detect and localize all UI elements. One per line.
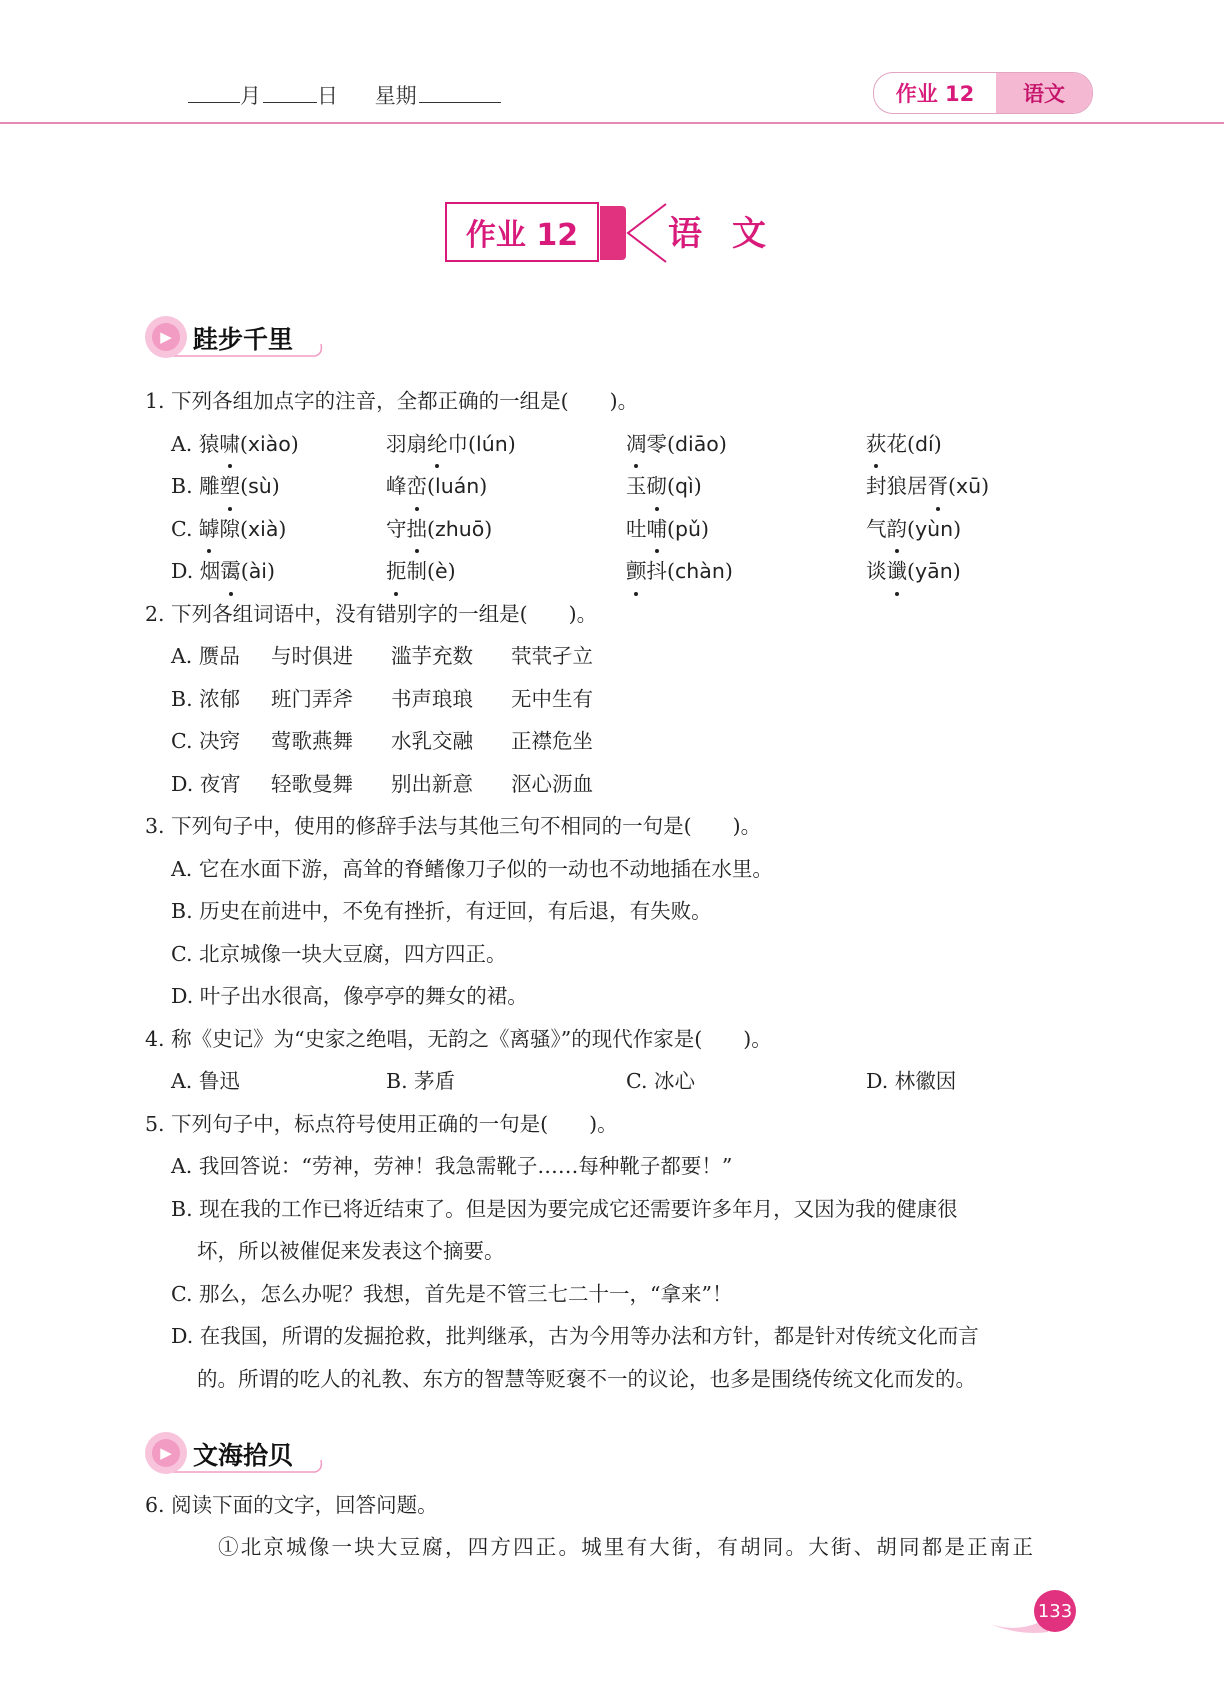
date-line	[188, 80, 501, 110]
q4-options	[145, 1060, 1090, 1103]
q1-b-4: 封狼居胥(xū)	[866, 465, 1086, 508]
section-header-2	[145, 1432, 325, 1474]
q1-b-3: 玉砌(qì)	[626, 465, 866, 508]
question-list	[145, 380, 1090, 1400]
badge-homework-number: 作业 12	[895, 82, 975, 106]
question-3-stem: 3. 下列句子中，使用的修辞手法与其他三句不相同的一句是( )。	[145, 814, 762, 838]
reading-passage: ①北京城像一块大豆腐，四方四正。城里有大街，有胡同。大街、胡同都是正南正	[218, 1535, 1036, 1559]
month-label: 月	[240, 84, 261, 108]
question-6-stem: 6. 阅读下面的文字，回答问题。	[145, 1493, 438, 1517]
q1-a-4: 荻花(dí)	[866, 423, 1086, 466]
question-4-stem: 4. 称《史记》为“史家之绝唱，无韵之《离骚》”的现代作家是( )。	[145, 1026, 772, 1051]
q1-d-2: 扼制(è)	[386, 550, 626, 593]
q5-option-c: C. 那么，怎么办呢？我想，首先是不管三七二十一，“拿来”！	[171, 1281, 733, 1306]
q5-option-b: B. 现在我的工作已将近结束了。但是因为要完成它还需要许多年月，又因为我的健康很	[171, 1196, 958, 1221]
q4-option-c: C. 冰心	[626, 1069, 695, 1093]
title-tab-decoration	[600, 206, 626, 260]
q4-option-d: D. 林徽因	[866, 1069, 957, 1093]
q1-option-row	[145, 550, 1090, 593]
q3-option-c: C. 北京城像一块大豆腐，四方四正。	[171, 941, 507, 966]
subject-title: 语文	[668, 214, 796, 254]
q5-option-a: A. 我回答说：“劳神，劳神！我急需靴子……每种靴子都要！”	[171, 1154, 733, 1178]
q2-option-c: C. 决窍 莺歌燕舞 水乳交融 正襟危坐	[171, 729, 593, 753]
month-blank[interactable]	[188, 84, 240, 103]
header-divider	[0, 122, 1224, 124]
section-title: 文海拾贝	[193, 1441, 294, 1470]
q1-option-row	[145, 508, 1090, 551]
q1-a-3: 凋零(diāo)	[626, 423, 866, 466]
q5-option-b-cont: 坏，所以被催促来发表这个摘要。	[197, 1239, 505, 1263]
day-label: 日	[317, 84, 338, 108]
title-bracket-decoration	[624, 200, 668, 266]
q1-option-row	[145, 465, 1090, 508]
q3-option-d: D. 叶子出水很高，像亭亭的舞女的裙。	[171, 984, 528, 1008]
q1-c-4: 气韵(yùn)	[866, 508, 1086, 551]
q1-b-1: B. 雕塑(sù)	[171, 465, 386, 508]
play-icon: ▶	[145, 316, 187, 358]
q1-c-2: 守拙(zhuō)	[386, 508, 626, 551]
q1-d-1: D. 烟霭(ài)	[171, 550, 386, 593]
day-blank[interactable]	[263, 84, 317, 103]
q4-option-b: B. 茅盾	[386, 1069, 456, 1093]
homework-badge	[873, 72, 1093, 114]
homework-title: 作业 12	[445, 202, 599, 262]
q1-a-1: A. 猿啸(xiào)	[171, 423, 386, 466]
play-icon: ▶	[145, 1432, 187, 1474]
q2-option-a: A. 赝品 与时俱进 滥芋充数 茕茕孑立	[171, 644, 593, 668]
q2-option-b: B. 浓郁 班门弄斧 书声琅琅 无中生有	[171, 686, 593, 711]
q3-option-b: B. 历史在前进中，不免有挫折，有迂回，有后退，有失败。	[171, 899, 712, 923]
weekday-label: 星期	[374, 84, 417, 108]
question-2-stem: 2. 下列各组词语中，没有错别字的一组是( )。	[145, 601, 598, 626]
q1-c-1: C. 罅隙(xià)	[171, 508, 386, 551]
weekday-blank[interactable]	[419, 84, 501, 103]
q4-option-a: A. 鲁迅	[171, 1069, 240, 1093]
badge-subject: 语文	[996, 73, 1092, 113]
q1-d-4: 谈谶(yān)	[866, 550, 1086, 593]
q5-option-d-cont: 的。所谓的吃人的礼教、东方的智慧等贬褒不一的议论，也多是围绕传统文化而发的。	[197, 1366, 976, 1391]
section-header-1	[145, 316, 325, 358]
q1-a-2: 羽扇纶巾(lún)	[386, 423, 626, 466]
section-title: 跬步千里	[193, 325, 294, 354]
q1-d-3: 颤抖(chàn)	[626, 550, 866, 593]
question-1-stem: 1. 下列各组加点字的注音，全都正确的一组是( )。	[145, 389, 639, 413]
q3-option-a: A. 它在水面下游，高耸的脊鳍像刀子似的一动也不动地插在水里。	[171, 856, 773, 881]
q2-option-d: D. 夜宵 轻歌曼舞 别出新意 沤心沥血	[171, 771, 593, 796]
q1-b-2: 峰峦(luán)	[386, 465, 626, 508]
q1-option-row	[145, 423, 1090, 466]
q1-c-3: 吐哺(pǔ)	[626, 508, 866, 551]
question-5-stem: 5. 下列句子中，标点符号使用正确的一句是( )。	[145, 1111, 618, 1136]
q5-option-d: D. 在我国，所谓的发掘抢救，批判继承，古为今用等办法和方针，都是针对传统文化而言	[171, 1324, 979, 1348]
page-number: 133	[1034, 1590, 1076, 1632]
